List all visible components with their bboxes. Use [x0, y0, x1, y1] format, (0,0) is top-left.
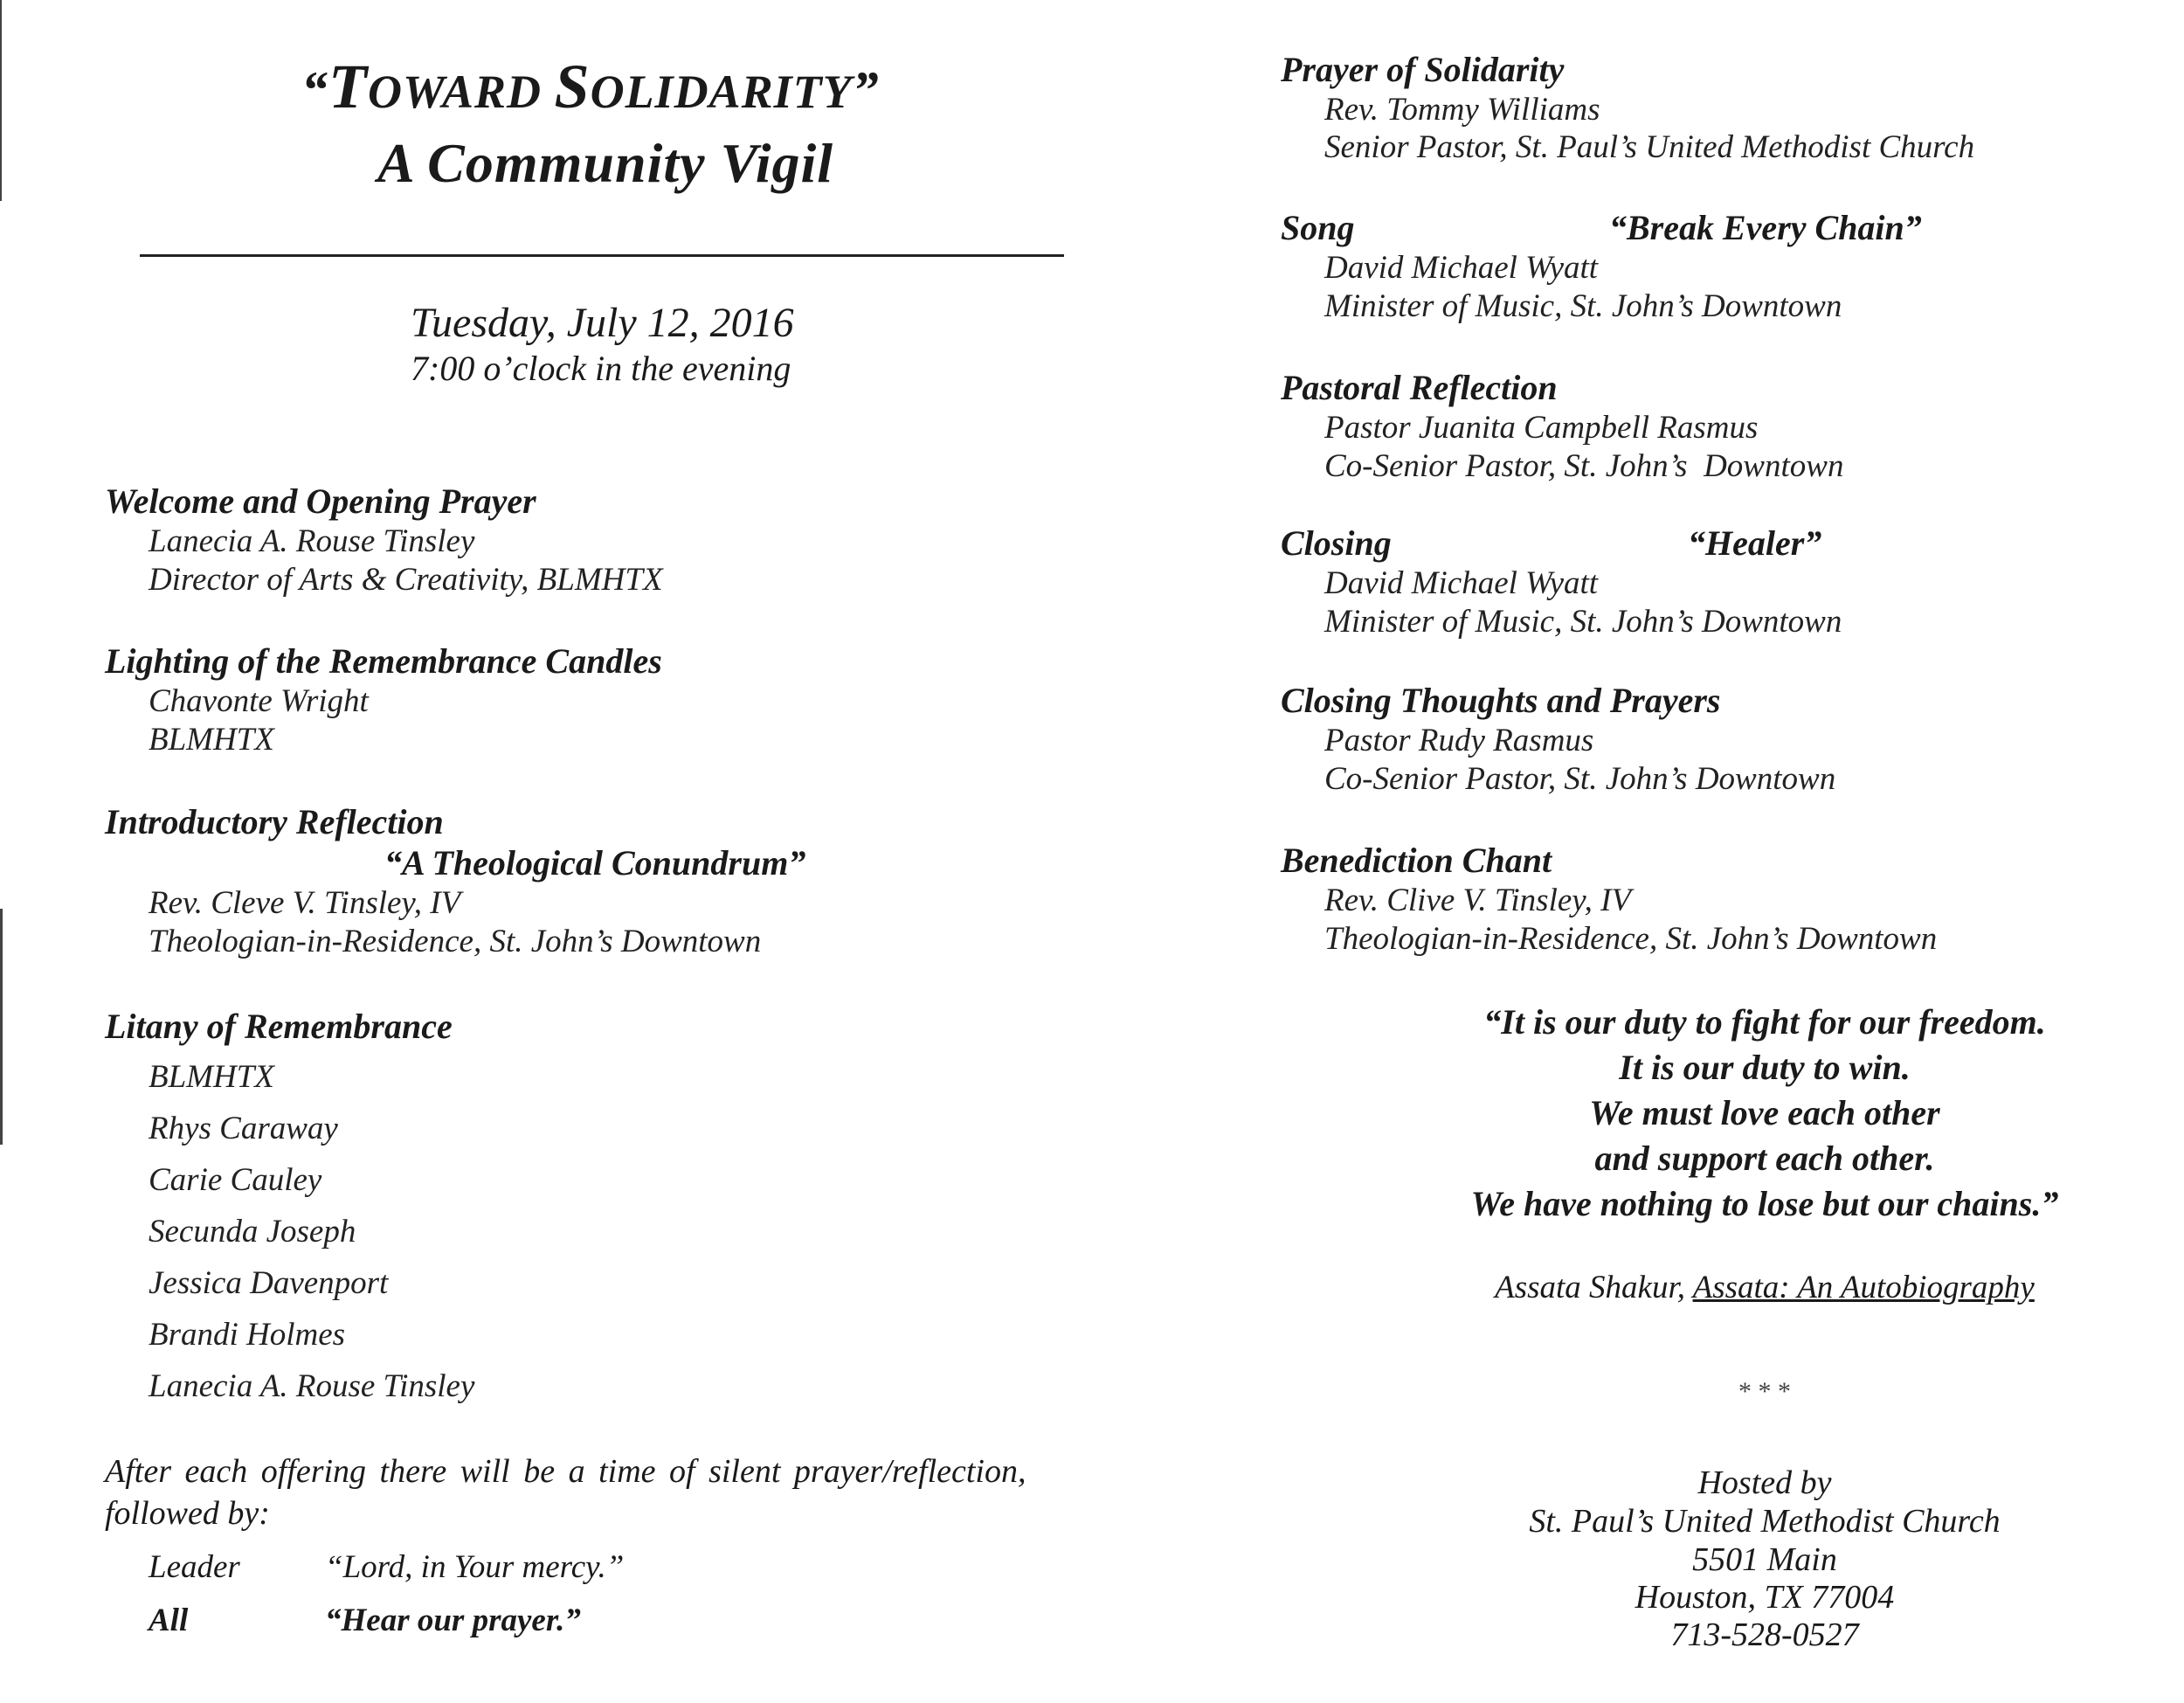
quote-author: Assata Shakur, — [1495, 1270, 1693, 1305]
benediction-heading: Benediction Chant — [1281, 841, 1552, 880]
title-quote-close: ” — [852, 61, 880, 119]
title-rest-solidarity: OLIDARITY — [590, 66, 853, 118]
thoughts-heading: Closing Thoughts and Prayers — [1281, 681, 1721, 720]
intro-subtitle: “A Theological Conundrum” — [384, 843, 806, 883]
song-name: David Michael Wyatt — [1324, 250, 1599, 286]
response-leader-label: Leader — [149, 1549, 240, 1585]
host-church: St. Paul’s United Methodist Church — [1529, 1503, 2001, 1540]
host-phone: 713-528-0527 — [1670, 1616, 1859, 1653]
pastoral-role: Co-Senior Pastor, St. John’s Downtown — [1324, 448, 1844, 484]
litany-name: Brandi Holmes — [149, 1317, 346, 1353]
title-rest-toward: OWARD — [367, 66, 555, 118]
litany-name: Jessica Davenport — [149, 1265, 389, 1301]
lighting-name: Chavonte Wright — [149, 683, 369, 719]
lighting-role: BLMHTX — [149, 722, 274, 758]
after-offering-note: After each offering there will be a time of silent prayer/reflection, — [105, 1453, 1026, 1490]
intro-name: Rev. Cleve V. Tinsley, IV — [149, 885, 461, 921]
welcome-name: Lanecia A. Rouse Tinsley — [149, 523, 475, 559]
prayer-name: Rev. Tommy Williams — [1324, 92, 1600, 128]
quote-line: and support each other. — [1594, 1139, 1935, 1178]
title-cap-t: T — [328, 52, 368, 121]
closing-role: Minister of Music, St. John’s Downtown — [1324, 604, 1842, 640]
program-subtitle: A Community Vigil — [377, 132, 834, 194]
event-date: Tuesday, July 12, 2016 — [411, 300, 794, 346]
host-city: Houston, TX 77004 — [1635, 1579, 1895, 1616]
host-street: 5501 Main — [1692, 1541, 1837, 1578]
closing-title: “Healer” — [1688, 523, 1822, 563]
litany-name: BLMHTX — [149, 1059, 274, 1095]
lighting-heading: Lighting of the Remembrance Candles — [105, 641, 662, 681]
welcome-role: Director of Arts & Creativity, BLMHTX — [149, 562, 663, 598]
litany-name: Rhys Caraway — [149, 1111, 338, 1146]
scan-edge-line — [0, 909, 3, 1145]
scan-edge-line — [0, 0, 2, 201]
song-heading: Song — [1281, 208, 1355, 247]
litany-heading: Litany of Remembrance — [105, 1007, 453, 1046]
pastoral-heading: Pastoral Reflection — [1281, 368, 1558, 407]
litany-name: Secunda Joseph — [149, 1214, 356, 1250]
program-title — [301, 51, 880, 123]
quote-line: It is our duty to win. — [1619, 1048, 1911, 1087]
prayer-heading: Prayer of Solidarity — [1281, 50, 1565, 89]
after-offering-note-2: followed by: — [105, 1495, 270, 1532]
prayer-role: Senior Pastor, St. Paul’s United Methodist Church — [1324, 129, 1975, 165]
response-leader-text: “Lord, in Your mercy.” — [325, 1549, 625, 1585]
thoughts-role: Co-Senior Pastor, St. John’s Downtown — [1324, 761, 1836, 797]
litany-name: Carie Cauley — [149, 1162, 322, 1198]
quote-line: We must love each other — [1589, 1093, 1940, 1132]
quote-attribution — [1433, 1269, 2097, 1306]
title-quote-open: “ — [301, 61, 328, 119]
closing-heading: Closing — [1281, 523, 1392, 563]
benediction-role: Theologian-in-Residence, St. John’s Downtown — [1324, 921, 1938, 957]
quote-book: Assata: An Autobiography — [1692, 1270, 2035, 1305]
song-role: Minister of Music, St. John’s Downtown — [1324, 288, 1842, 324]
event-time: 7:00 o’clock in the evening — [411, 349, 791, 388]
response-all-label: All — [149, 1603, 189, 1638]
quote-line: We have nothing to lose but our chains.” — [1470, 1184, 2059, 1223]
intro-heading: Introductory Reflection — [105, 802, 444, 841]
closing-name: David Michael Wyatt — [1324, 565, 1599, 601]
thoughts-name: Pastor Rudy Rasmus — [1324, 723, 1594, 758]
title-cap-s: S — [554, 52, 591, 121]
hosted-by-label: Hosted by — [1697, 1464, 1832, 1501]
litany-name: Lanecia A. Rouse Tinsley — [149, 1368, 475, 1404]
quote-line: “It is our duty to fight for our freedom. — [1483, 1002, 2046, 1042]
response-all-text: “Hear our prayer.” — [325, 1603, 581, 1638]
title-divider — [140, 254, 1064, 257]
intro-role: Theologian-in-Residence, St. John’s Downtown — [149, 924, 762, 959]
benediction-name: Rev. Clive V. Tinsley, IV — [1324, 883, 1632, 918]
pastoral-name: Pastor Juanita Campbell Rasmus — [1324, 410, 1759, 446]
section-separator: * * * — [1738, 1377, 1791, 1406]
welcome-heading: Welcome and Opening Prayer — [105, 481, 536, 521]
song-title: “Break Every Chain” — [1609, 208, 1922, 247]
